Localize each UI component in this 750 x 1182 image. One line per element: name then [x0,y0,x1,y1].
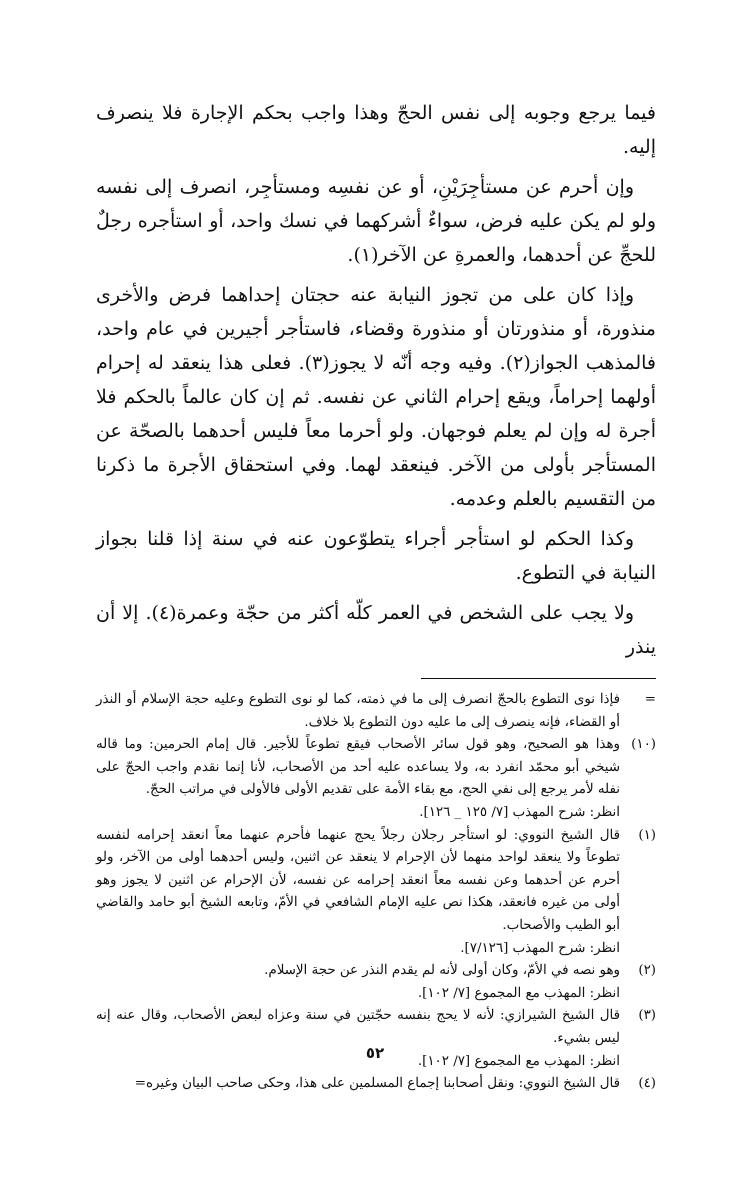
paragraph-4: وكذا الحكم لو استأجر أجراء يتطوّعون عنه في سنة إذا قلنا بجواز النيابة في التطوع. [96,528,656,584]
footnote-body [96,1073,620,1096]
footnote-mark: (٣) [638,1008,656,1024]
footnote-4 [96,1073,656,1096]
paragraph-2: وإن أحرم عن مستأجِرَيْنِ، أو عن نفسِه ومستأجِر، انصرف إلى نفسه ولو لم يكن عليه فرض، سواءٌ أشركهما في نسك واحد، أو استأجره رجلٌ للحجِّ عن أحدهما، والعمرةِ عن الآخر(١). [96,176,656,266]
footnote-body [96,734,620,824]
footnote-body [96,689,620,734]
footnote-body [96,1005,620,1073]
paragraph-5: ولا يجب على الشخص في العمر كلّه أكثر من حجّة وعمرة(٤). إلا أن ينذر [96,602,656,658]
footnote-continuation [96,689,656,734]
footnote-1 [96,825,656,961]
footnote-2 [96,960,656,1005]
footnote-line: قال الشيخ النووي: ونقل أصحابنا إجماع المسلمين على هذا، وحكى صاحب البيان وغيره= [134,1076,620,1092]
paragraph-3: وإذا كان على من تجوز النيابة عنه حجتان إحداهما فرض والأخرى منذورة، أو منذورتان أو منذورة وقضاء، فاستأجر أجيرين في عام واحد، فالمذهب الجواز(٢). وفيه وجه أنّه لا يجوز(٣). فعلى هذا ينعقد له إحرام أولهما إحراماً، ويقع إحرام الثاني عن نفسه. ثم إن كان عالماً بالحكم فلا أجرة له وإن لم يعلم فوجهان. ولو أحرما معاً فليس أحدهما بالصحّة عن المستأجر بأولى من الآخر. فينعقد لهما. وفي استحقاق الأجرة ما ذكرنا من التقسيم بالعلم وعدمه. [96,284,656,510]
book-page [96,96,656,1146]
footnote-line: وهو نصه في الأمّ، وكان أولى لأنه لم يقدم النذر عن حجة الإسلام. [264,963,620,979]
footnote-3 [96,1005,656,1073]
footnote-line: قال الشيخ النووي: لو استأجر رجلان رجلاً يحج عنهما فأحرم عنهما معاً انعقد إحرامه لنفسه تطوعاً ولا ينعقد لواحد منهما لأن الإحرام لا ينعقد عن اثنين، وليس أحدهما أولى من الآخر، ولو أحرم عن أحدهما وعن نفسه معاً انعقد إحرامه عن نفسه، لأن الإحرام عن اثنين لا يجوز وهو أولى من غيره فانعقد، هكذا نص عليه الإمام الشافعي في الأمّ، وتابعه الشيخ أبو حامد والقاضي أبو الطيب والأصحاب. [96,827,620,933]
footnote-mark: (٢) [638,963,656,979]
footnote-body [96,825,620,961]
main-text [96,96,656,664]
footnote-mark: (١) [638,827,656,843]
footnote-reference: انظر: المهذب مع المجموع [٧/ ١٠٢]. [417,1053,620,1069]
paragraph-1: فيما يرجع وجوبه إلى نفس الحجّ وهذا واجب بحكم الإجارة فلا ينصرف إليه. [96,102,656,158]
footnote-reference: انظر: المهذب مع المجموع [٧/ ١٠٢]. [417,985,620,1001]
footnote-line: وهذا هو الصحيح، وهو قول سائر الأصحاب فيقع تطوعاً للأجير. قال إمام الحرمين: وما قاله شيخي أبو محمّد انفرد به، ولا يساعده عليه أحد من الأصحاب، لأنا إنما نقدم واجب الحجّ على نفله لأمر يرجع إلى نفي الحج، مع بقاء الأمة على تقديم الأولى فالأولى في مراتب الحجّ. [96,737,620,798]
footnote-mark: = [644,692,656,707]
page-number: ٥٢ [365,1044,385,1062]
footnote-body [96,960,620,1005]
footnote-line: فإذا نوى التطوع بالحجّ انصرف إلى ما في ذمته، كما لو نوى التطوع وعليه حجة الإسلام أو النذر أو القضاء، فإنه ينصرف إلى ما عليه دون التطوع بلا خلاف. [96,692,620,730]
footnote-mark: (١٠) [631,737,656,753]
footnote-divider [421,678,656,679]
footnote-reference: انظر: شرح المهذب [٧/١٢٦]. [460,940,620,956]
footnotes [96,689,656,1096]
footnote-10 [96,734,656,824]
footnote-reference: انظر: شرح المهذب [٧/ ١٢٥ _ ١٢٦]. [419,804,620,820]
footnote-line: قال الشيخ الشيرازي: لأنه لا يحج بنفسه حجّتين في سنة وعزاه لبعض الأصحاب، وقال عنه إنه ليس بشيء. [96,1008,620,1046]
footnote-mark: (٤) [638,1076,656,1092]
